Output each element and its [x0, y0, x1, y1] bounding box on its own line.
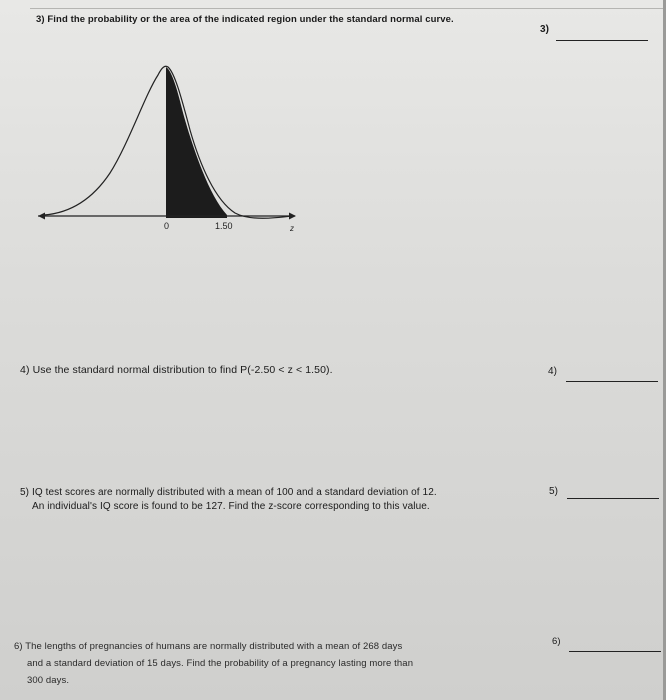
question-5-number: 5)	[20, 487, 30, 498]
answer-4-number: 4)	[548, 366, 558, 377]
question-4	[20, 363, 333, 377]
question-6-number: 6)	[14, 641, 23, 652]
normal-curve-graph	[30, 55, 310, 245]
question-3-text: Find the probability or the area of the indicated region under the standard normal curve.	[47, 14, 454, 25]
question-5-line-1: IQ test scores are normally distributed with a mean of 100 and a standard deviation of 12.	[31, 487, 437, 498]
question-5-line-2: An individual's IQ score is found to be 127. Find the z-score corresponding to this value.	[32, 501, 430, 512]
question-3-number: 3)	[36, 14, 45, 25]
answer-3-number: 3)	[540, 24, 550, 35]
answer-4-blank[interactable]	[566, 381, 658, 382]
answer-5-blank[interactable]	[567, 498, 659, 499]
answer-6-blank[interactable]	[569, 651, 661, 652]
question-6-line-3: 300 days.	[27, 675, 70, 686]
question-6	[14, 640, 554, 688]
question-6-line-2: and a standard deviation of 15 days. Find the probability of a pregnancy lasting more than	[27, 658, 414, 669]
answer-5-number: 5)	[549, 486, 559, 497]
question-6-line-1: The lengths of pregnancies of humans are normally distributed with a mean of 268 days	[25, 641, 403, 652]
top-rule	[30, 0, 666, 9]
axis-label-z: z	[290, 224, 294, 233]
answer-6-number: 6)	[552, 636, 561, 647]
answer-3-blank[interactable]	[556, 40, 648, 41]
question-4-text: Use the standard normal distribution to find P(-2.50 < z < 1.50).	[32, 364, 333, 376]
axis-arrow-right	[289, 213, 296, 220]
question-4-number: 4)	[20, 364, 30, 376]
axis-arrow-left	[38, 213, 45, 220]
question-3	[36, 13, 454, 27]
tick-label-1-50: 1.50	[215, 221, 233, 231]
tick-label-0: 0	[164, 221, 170, 231]
question-5	[20, 486, 437, 514]
